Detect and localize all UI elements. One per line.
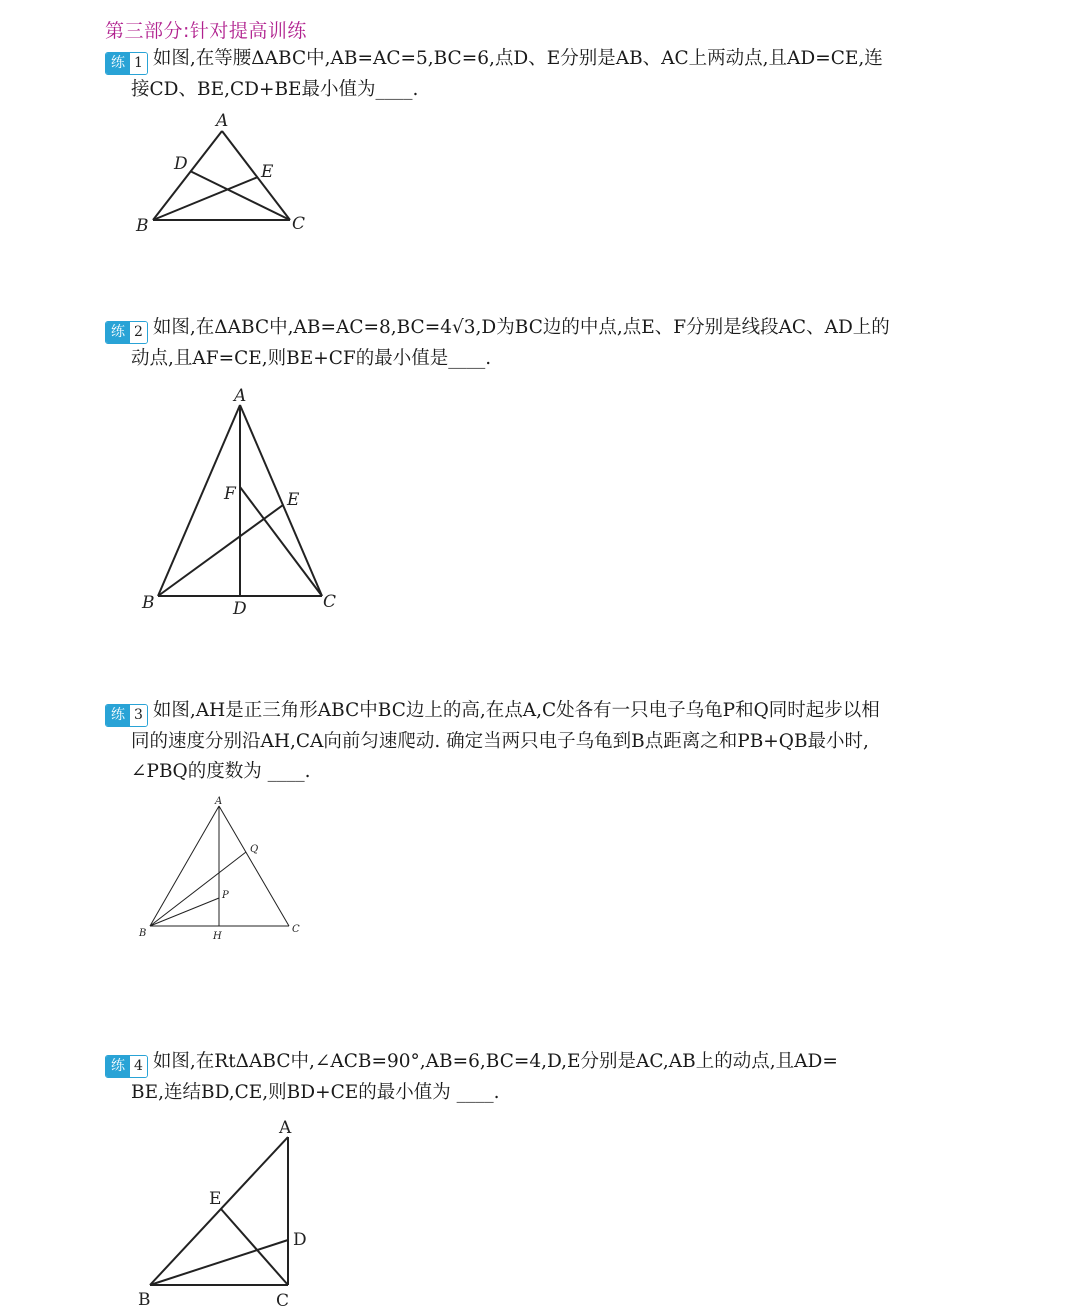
label-h: H [213, 931, 222, 942]
label-b: B [138, 1290, 151, 1310]
label-a: A [215, 796, 223, 807]
label-a: A [234, 386, 247, 406]
problem-badge: 练 4 [105, 1055, 148, 1078]
label-d: D [174, 154, 188, 174]
problem-badge: 练 2 [105, 321, 148, 344]
problem-badge: 练 3 [105, 704, 148, 727]
label-d: D [233, 599, 247, 619]
label-e: E [287, 490, 300, 510]
label-c: C [292, 214, 306, 234]
problem-text-line: 练 3 如图,AH是正三角形ABC中BC边上的高,在点A,C处各有一只电子乌龟P和Q同时起步以相 [105, 696, 985, 727]
label-a: A [216, 111, 229, 131]
label-p: P [222, 890, 229, 901]
problem-text-line: 接CD、BE,CD+BE最小值为____. [131, 79, 419, 100]
label-b: B [142, 593, 155, 613]
problem-text-line: ∠PBQ的度数为 ____. [131, 761, 311, 782]
problem-text-line: BE,连结BD,CE,则BD+CE的最小值为 ____. [131, 1082, 500, 1103]
label-c: C [323, 592, 337, 612]
problem-text-line: 练 2 如图,在ΔABC中,AB=AC=8,BC=4√3,D为BC边的中点,点E、F分别是线段AC、AD上的 [105, 313, 985, 344]
label-c: C [276, 1291, 290, 1311]
label-c: C [292, 924, 300, 935]
label-b: B [136, 216, 149, 236]
label-q: Q [250, 844, 259, 855]
label-b: B [139, 928, 147, 939]
label-a: A [279, 1118, 292, 1138]
label-d: D [293, 1230, 307, 1250]
problem-text-line: 练 4 如图,在RtΔABC中,∠ACB=90°,AB=6,BC=4,D,E分别是AC,AB上的动点,且AD= [105, 1047, 985, 1078]
problem-badge: 练 1 [105, 52, 148, 75]
problem-text-line: 练 1 如图,在等腰ΔABC中,AB=AC=5,BC=6,点D、E分别是AB、AC上两动点,且AD=CE,连 [105, 44, 985, 75]
label-e: E [261, 162, 274, 182]
problem-text-line: 同的速度分别沿AH,CA向前匀速爬动. 确定当两只电子乌龟到B点距离之和PB+QB最小时, [131, 731, 869, 752]
section-title: 第三部分:针对提高训练 [105, 20, 307, 42]
label-f: F [224, 484, 236, 504]
label-e: E [209, 1189, 222, 1209]
problem-text-line: 动点,且AF=CE,则BE+CF的最小值是____. [131, 348, 492, 369]
